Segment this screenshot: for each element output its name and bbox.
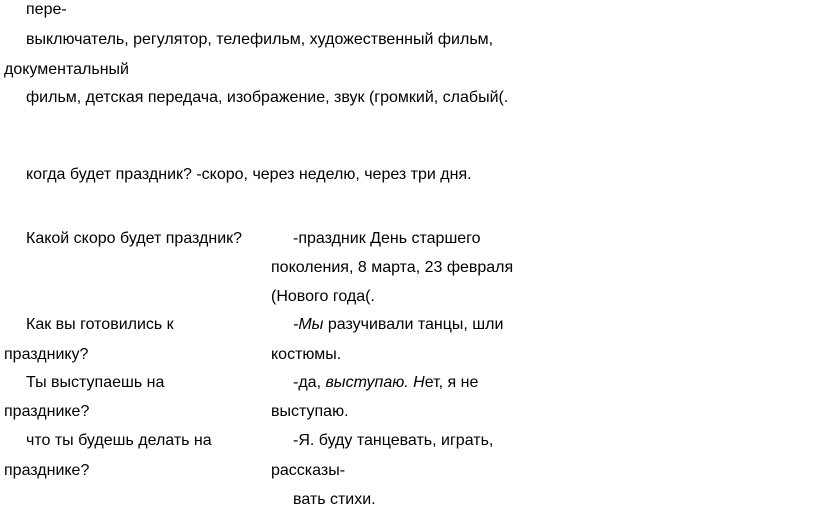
question-text: Как вы готовились к <box>26 316 174 333</box>
text-line: пере- <box>26 1 67 18</box>
answer-text: вать стихи. <box>293 491 376 508</box>
question-text: что ты будешь делать на <box>26 432 212 449</box>
answer-span: -да, <box>293 374 326 391</box>
question-text: празднику? <box>4 346 89 363</box>
answer-text: -Я. буду танцевать, играть, <box>293 432 494 449</box>
text-line: документальный <box>4 61 129 78</box>
answer-text <box>293 373 478 393</box>
text-line: когда будет праздник? -скоро, через неделю, через три дня. <box>26 166 472 183</box>
answer-text <box>293 315 503 335</box>
question-text: Какой скоро будет праздник? <box>26 230 243 247</box>
answer-text: (Нового года(. <box>271 288 375 305</box>
text-line: выключатель, регулятор, телефильм, художественный фильм, <box>26 31 494 48</box>
answer-text: поколения, 8 марта, 23 февраля <box>271 259 514 276</box>
answer-span: ет, я не <box>424 374 479 391</box>
answer-text: рассказы- <box>271 462 346 479</box>
question-text: празднике? <box>4 462 90 479</box>
answer-text: выступаю. <box>271 403 349 420</box>
answer-text: костюмы. <box>271 346 342 363</box>
answer-italic: выступаю. Н <box>325 374 425 391</box>
question-text: Ты выступаешь на <box>26 374 165 391</box>
question-text: празднике? <box>4 403 90 420</box>
text-line: фильм, детская передача, изображение, звук (громкий, слабый(. <box>26 89 509 106</box>
answer-span: разучивали танцы, шли <box>323 316 504 333</box>
answer-italic: -Мы <box>293 316 324 333</box>
answer-text: -праздник День старшего <box>293 230 481 247</box>
